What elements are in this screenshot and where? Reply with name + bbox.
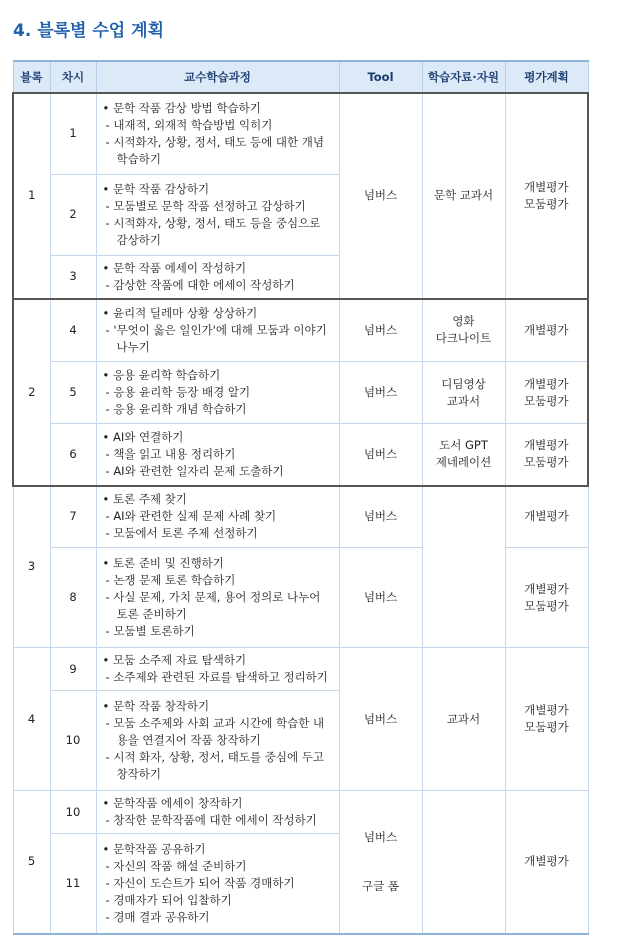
lesson-process xyxy=(96,486,339,548)
table-row xyxy=(13,648,588,691)
lesson-process xyxy=(96,548,339,648)
process-main: • 응용 윤리학 학습하기 xyxy=(102,368,221,382)
process-sub: - 책을 읽고 내용 정리하기 xyxy=(105,446,236,461)
eval-cell: 개별평가 모둠평가 xyxy=(505,648,588,791)
lesson-number: 6 xyxy=(50,424,96,486)
tool-cell: 넘버스 xyxy=(339,424,422,486)
table-row xyxy=(13,791,588,834)
process-sub: - 모둠별 토론하기 xyxy=(105,624,195,638)
header-lesson: 차시 xyxy=(50,61,96,93)
lesson-plan-table xyxy=(12,60,589,935)
process-sub: - 자신이 도슨트가 되어 작품 경매하기 xyxy=(105,875,295,890)
process-main: • 토론 주제 찾기 xyxy=(102,492,187,507)
process-sub: - 시적화자, 상황, 정서, 태도 등에 대한 개념 학습하기 xyxy=(105,134,324,166)
process-main: • 문학 작품 감상하기 xyxy=(102,181,210,196)
lesson-number: 10 xyxy=(50,791,96,834)
lesson-process xyxy=(96,362,339,424)
table-row xyxy=(13,299,588,362)
process-sub: - 감상한 작품에 대한 에세이 작성하기 xyxy=(105,277,295,292)
eval-cell: 개별평가 모둠평가 xyxy=(505,548,588,648)
lesson-number: 5 xyxy=(50,362,96,424)
lesson-process xyxy=(96,648,339,691)
lesson-number: 1 xyxy=(50,93,96,174)
table-row xyxy=(13,362,588,424)
process-sub: - 소주제와 관련된 자료를 탐색하고 정리하기 xyxy=(105,670,328,684)
table-row xyxy=(13,424,588,486)
process-main: • 문학 작품 창작하기 xyxy=(102,699,210,713)
process-sub: - 시적 화자, 상황, 정서, 태도를 중심에 두고 창작하기 xyxy=(105,750,324,781)
block-number: 3 xyxy=(13,486,50,648)
lesson-process xyxy=(96,93,339,174)
process-main: • 모둠 소주제 자료 탐색하기 xyxy=(102,653,247,667)
block-number: 4 xyxy=(13,648,50,791)
tool-cell: 넘버스 구글 폼 xyxy=(339,791,422,934)
lesson-number: 10 xyxy=(50,691,96,791)
process-sub: - 경매 결과 공유하기 xyxy=(105,909,210,924)
tool-cell: 넘버스 xyxy=(339,299,422,362)
table-row xyxy=(13,93,588,174)
process-main: • 문학 작품 감상 방법 학습하기 xyxy=(102,100,261,115)
page-title: 4. 블록별 수업 계획 xyxy=(13,21,164,41)
lesson-number: 9 xyxy=(50,648,96,691)
header-block: 블록 xyxy=(13,61,50,93)
lesson-process xyxy=(96,255,339,299)
resource-cell: 디딤영상 교과서 xyxy=(422,362,505,424)
resource-cell: 문학 교과서 xyxy=(422,93,505,299)
block-number: 5 xyxy=(13,791,50,934)
eval-cell: 개별평가 xyxy=(505,791,588,934)
process-sub: - 경매자가 되어 입찰하기 xyxy=(105,892,232,907)
process-sub: - 논쟁 문제 토론 학습하기 xyxy=(105,573,236,587)
lesson-number: 4 xyxy=(50,299,96,362)
eval-cell: 개별평가 모둠평가 xyxy=(505,362,588,424)
process-sub: - 자신의 작품 해설 준비하기 xyxy=(105,858,247,873)
resource-cell: 영화 다크나이트 xyxy=(422,299,505,362)
eval-cell: 개별평가 xyxy=(505,486,588,548)
process-main: • 문학작품 에세이 창작하기 xyxy=(102,796,243,810)
table-header-row xyxy=(13,61,588,93)
process-main: • 토론 준비 및 진행하기 xyxy=(102,556,224,570)
header-resource: 학습자료·자원 xyxy=(422,61,505,93)
process-sub: - 사실 문제, 가치 문제, 용어 정의로 나누어 토론 준비하기 xyxy=(105,590,321,621)
resource-cell xyxy=(422,791,505,934)
lesson-number: 2 xyxy=(50,174,96,255)
tool-cell: 넘버스 xyxy=(339,362,422,424)
lesson-number: 11 xyxy=(50,834,96,934)
process-sub: - 모둠에서 토론 주제 선정하기 xyxy=(105,526,258,541)
block-number: 1 xyxy=(13,93,50,299)
process-sub: - 모둠별로 문학 작품 선정하고 감상하기 xyxy=(105,198,306,213)
process-sub: - 응용 윤리학 등장 배경 알기 xyxy=(105,385,251,399)
eval-cell: 개별평가 xyxy=(505,299,588,362)
table-row xyxy=(13,486,588,548)
lesson-process xyxy=(96,299,339,362)
lesson-process xyxy=(96,424,339,486)
process-sub: - 내재적, 외재적 학습방법 익히기 xyxy=(105,117,273,132)
lesson-process xyxy=(96,834,339,934)
header-eval: 평가계획 xyxy=(505,61,588,93)
lesson-process xyxy=(96,791,339,834)
header-process: 교수학습과정 xyxy=(96,61,339,93)
process-sub: - 시적화자, 상황, 정서, 태도 등을 중심으로 감상하기 xyxy=(105,215,321,247)
eval-cell: 개별평가 모둠평가 xyxy=(505,424,588,486)
process-sub: - '무엇이 옳은 일인가'에 대해 모둠과 이야기 나누기 xyxy=(105,322,327,354)
eval-cell: 개별평가 모둠평가 xyxy=(505,93,588,299)
tool-cell: 넘버스 xyxy=(339,648,422,791)
resource-cell: 도서 GPT 제네레이션 xyxy=(422,424,505,486)
process-sub: - AI와 관련한 실제 문제 사례 찾기 xyxy=(105,509,277,524)
process-main: • 문학 작품 에세이 작성하기 xyxy=(102,260,247,275)
process-sub: - 응용 윤리학 개념 학습하기 xyxy=(105,402,247,416)
lesson-number: 7 xyxy=(50,486,96,548)
lesson-process xyxy=(96,691,339,791)
resource-cell xyxy=(422,486,505,648)
tool-cell: 넘버스 xyxy=(339,486,422,548)
lesson-number: 8 xyxy=(50,548,96,648)
resource-cell: 교과서 xyxy=(422,648,505,791)
block-number: 2 xyxy=(13,299,50,486)
process-sub: - AI와 관련한 일자리 문제 도출하기 xyxy=(105,463,284,478)
tool-cell: 넘버스 xyxy=(339,548,422,648)
header-tool: Tool xyxy=(339,61,422,93)
tool-cell: 넘버스 xyxy=(339,93,422,299)
lesson-number: 3 xyxy=(50,255,96,299)
process-sub: - 모둠 소주제와 사회 교과 시간에 학습한 내용을 연결지어 작품 창작하기 xyxy=(105,716,325,747)
process-main: • AI와 연결하기 xyxy=(102,429,184,444)
process-main: • 문학작품 공유하기 xyxy=(102,841,206,856)
lesson-process xyxy=(96,174,339,255)
process-main: • 윤리적 딜레마 상황 상상하기 xyxy=(102,305,258,320)
process-sub: - 창작한 문학작품에 대한 에세이 작성하기 xyxy=(105,813,317,827)
